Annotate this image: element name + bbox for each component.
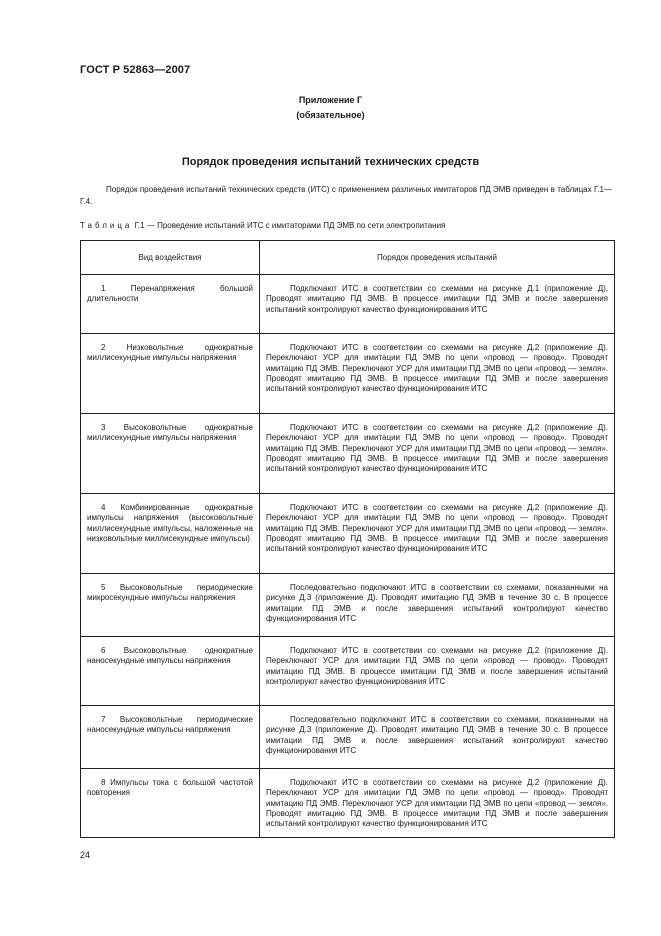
table-caption-label: Таблица (80, 221, 133, 230)
impact-cell: 2 Низковольтные однократные миллисекундные импульсы напряжения (81, 334, 260, 414)
procedure-cell: Подключают ИТС в соответствии со схемами на рисунке Д.2 (приложение Д). Переключают УСР для имитации ПД ЭМВ по цепи «провод — провод». Проводят имитацию ПД ЭМВ. Переключают УСР для имитации ПД ЭМВ по цепи «провод — земля». Проводят имитацию ПД ЭМВ. В процессе имитации ПД ЭМВ и после завершения испытаний контролируют качество функционирования ИТС (260, 334, 615, 414)
impact-cell: 1 Перенапряжения большой длительности (81, 275, 260, 334)
impact-cell: 5 Высоковольтные периодические микросекундные импульсы напряжения (81, 574, 260, 637)
table-row (81, 494, 615, 574)
table-caption-text: Г.1 — Проведение испытаний ИТС с имитаторами ПД ЭМВ по сети электропитания (134, 221, 446, 230)
column-header-impact: Вид воздействия (81, 241, 260, 275)
procedure-cell: Подключают ИТС в соответствии со схемами на рисунке Д.2 (приложение Д). Переключают УСР для имитации ПД ЭМВ по цепи «провод — провод». Проводят имитацию ПД ЭМВ. Переключают УСР для имитации ПД ЭМВ по цепи «провод — земля». Проводят имитацию ПД ЭМВ. В процессе имитации ПД ЭМВ и после завершения испытаний контролируют качество функционирования ИТС (260, 414, 615, 494)
table-row (81, 637, 615, 706)
appendix-title: Приложение Г (298, 95, 363, 105)
impact-cell: 7 Высоковольтные периодические наносекундные импульсы напряжения (81, 706, 260, 769)
procedure-cell: Подключают ИТС в соответствии со схемами на рисунке Д.1 (приложение Д). Проводят имитацию ПД ЭМВ. В процессе имитации ПД ЭМВ и после завершения испытаний контролируют качество функционирования ИТС (260, 275, 615, 334)
table-caption (80, 221, 445, 230)
table-row (81, 334, 615, 414)
impact-cell: 6 Высоковольтные однократные наносекундные импульсы напряжения (81, 637, 260, 706)
procedure-cell: Подключают ИТС в соответствии со схемами на рисунке Д.2 (приложение Д). Переключают УСР для имитации ПД ЭМВ по цепи «провод — провод». Проводят имитацию ПД ЭМВ. Переключают УСР для имитации ПД ЭМВ по цепи «провод — земля». Проводят имитацию ПД ЭМВ. В процессе имитации ПД ЭМВ и после завершения испытаний контролируют качество функционирования ИТС (260, 769, 615, 838)
table-header-row (81, 241, 615, 275)
table-row (81, 414, 615, 494)
intro-paragraph: Порядок проведения испытаний технических средств (ИТС) с применением различных имитаторов ПД ЭМВ приведен в таблицах Г.1—Г.4. (80, 185, 612, 206)
impact-cell: 8 Импульсы тока с большой частотой повторения (81, 769, 260, 838)
test-procedure-table (80, 240, 615, 838)
table-row (81, 769, 615, 838)
table-row (81, 706, 615, 769)
section-title: Порядок проведения испытаний технических средств (181, 156, 480, 168)
column-header-procedure: Порядок проведения испытаний (260, 241, 615, 275)
impact-cell: 4 Комбинированные однократные импульсы напряжения (высоковольтные миллисекундные импульсы, наложенные на низковольтные миллисекундные импульсы) (81, 494, 260, 574)
impact-cell: 3 Высоковольтные однократные миллисекундные импульсы напряжения (81, 414, 260, 494)
procedure-cell: Последовательно подключают ИТС в соответствии со схемами, показанными на рисунке Д.3 (приложение Д). Проводят имитацию ПД ЭМВ в течение 30 с. В процессе имитации ПД ЭМВ и после завершения испытаний контролируют качество функционирования ИТС (260, 574, 615, 637)
procedure-cell: Подключают ИТС в соответствии со схемами на рисунке Д.2 (приложение Д). Переключают УСР для имитации ПД ЭМВ по цепи «провод — провод». Проводят имитацию ПД ЭМВ. Переключают УСР для имитации ПД ЭМВ по цепи «провод — земля». Проводят имитацию ПД ЭМВ. В процессе имитации ПД ЭМВ и после завершения испытаний контролируют качество функционирования ИТС (260, 494, 615, 574)
table-row (81, 574, 615, 637)
page-number: 24 (80, 850, 91, 860)
document-header: ГОСТ Р 52863—2007 (80, 64, 191, 76)
procedure-cell: Подключают ИТС в соответствии со схемами на рисунке Д.2 (приложение Д). Переключают УСР для имитации ПД ЭМВ по цепи «провод — провод». Проводят имитацию ПД ЭМВ. В процессе имитации ПД ЭМВ и после завершения испытаний контролируют качество функционирования ИТС (260, 637, 615, 706)
procedure-cell: Последовательно подключают ИТС в соответствии со схемами, показанными на рисунке Д.3 (приложение Д). Проводят имитацию ПД ЭМВ в течение 30 с. В процессе имитации ПД ЭМВ и после завершения испытаний контролируют качество функционирования ИТС (260, 706, 615, 769)
appendix-status: (обязательное) (296, 110, 365, 120)
table-row (81, 275, 615, 334)
